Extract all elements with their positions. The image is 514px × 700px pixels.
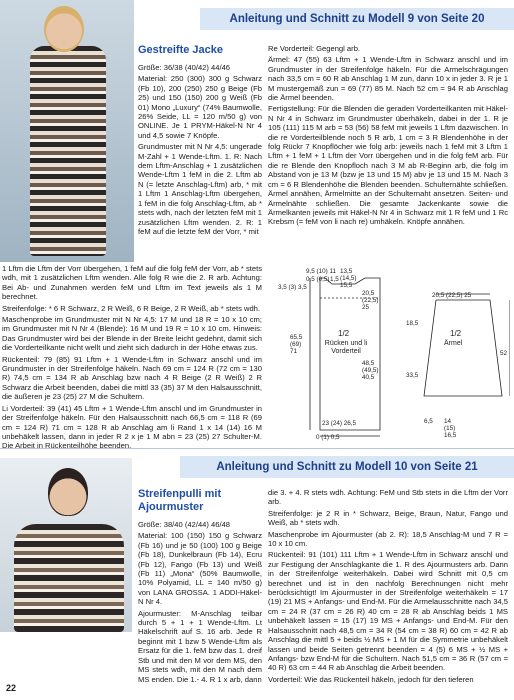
- page-number: 22: [6, 683, 17, 693]
- model10-left-col: [138, 488, 262, 686]
- model9-gauge: Maschenprobe im Grundmuster mit N Nr 4,5: 17 M und 18 R = 10 x 10 cm; im Grundmuster mit N Nr 4 (Blende): 16 M und 19 R = 10 x 10 cm. Hinweis: Das Grundmuster wird bei der Blende in der Breite leicht gedehnt, damit sich die Vorderteilkante nicht wellt und zieht sich dadurch in der Höhe etwas zus.: [2, 315, 262, 353]
- schem-label-1: 9,5 (10) 11: [306, 268, 336, 275]
- model10-size: Größe: 38/40 (42/44) 46/48: [138, 520, 231, 529]
- model10-title-1: Streifenpulli mit: [138, 488, 222, 500]
- model9-right-front: Re Vorderteil: Gegengl arb.: [268, 44, 361, 53]
- schem-label-5: 3,5 (3) 3,5: [278, 284, 307, 291]
- striped-jacket-image: [30, 46, 106, 256]
- schem-label-4: 13,5 (14,5) 15,5: [340, 268, 357, 289]
- schem-label-9: Rücken und li Vorderteil: [324, 340, 368, 355]
- model-head-image: [48, 468, 88, 516]
- model10-right-col: [268, 488, 508, 686]
- schem-label-7: 65,5 (69) 71: [290, 334, 303, 355]
- schem-label-11: 23 (24) 26,5: [322, 420, 356, 427]
- header-bar-model10: [180, 456, 514, 478]
- model10-title-2: Ajourmuster: [138, 501, 204, 513]
- model9-sleeve: Ärmel: 47 (55) 63 Lftm + 1 Wende-Lftm in Schwarz anschl und im Grundmuster in der Streifenfolge häkeln. Für die Armelschrägungen nach 33,5 cm = 60 R ab Anschlag 1 M zun, dann 10 x in jeder 3. R je 1 M mustergemäß zun = 69 (77) 85 M. Nach 52 cm = 94 R ab Anschlag die Ärmel beenden.: [268, 55, 508, 103]
- header-bar-model9: [200, 8, 514, 30]
- model9-finishing: Fertigstellung: Für die Blenden die geraden Vorderteilkanten mit Häkel-N Nr 4 in Schwarz im Grundmuster überhäkeln, dabei in der 1. R je 105 (111) 115 M arb = 53 (56) 58 feM mit jeweils 1 Lftm dazwischen. In die re Vorderteilblende noch 5 R arb, 1 cm = 3 R Blendenhöhe in der folg Rückr 7 Knopflöcher wie folg arb: jeweils nach 1 feM mit 3 Lftm 1 Lftm + 1 feM + 1 Lftm der Vorr übergehen und in die folg feM arb. Für die re Blende den Knopfloch nach 3 M ab R-Beginn arb, die folg im Abstand von je 13 M (bzw je 13 und 15 M) abv je 13 und 15 M. Nach 3 cm = 6 R Blendenhöhe die Blenden beenden. Schulternähte schließen. Ärmel annähen, Ärmelmitte an der Schulternaht ansetzen. Seiten- und Ärmelnähte schließen. Die gesamte Jackenkante sowie die Ärmelkanten jeweils mit Häkel-N Nr 4 in Schwarz mit 1 R feM und 1 Rc Krebsm (= feM von li nach re) umhäkeln. Knöpfe annähen.: [268, 104, 508, 227]
- model9-material: Material: 250 (300) 300 g Schwarz (Fb 10), 200 (250) 250 g Beige (Fb 25) und 150 (150) 200 g Weiß (Fb 01) Mono „Luxury“ (74% Baumwolle, 26% Seide, LL = 120 m/50 g) von ONLINE. Je 1 PRYM-Häkel-N Nr 4 und 4,5 sowie 7 Knöpfe.: [138, 74, 262, 140]
- schematic-drawings: [270, 270, 510, 442]
- model10-stripes: Streifenfolge: je 2 R in * Schwarz, Beige, Braun, Natur, Fango und Weiß, ab * stets wdh.: [268, 508, 508, 528]
- model9-intro-col: [138, 44, 262, 238]
- sleeve-label-6: 33,5: [406, 372, 419, 379]
- model9-photo: [0, 0, 134, 262]
- model9-back: Rückenteil: 79 (85) 91 Lftm + 1 Wende-Lftm in Schwarz anschl und im Grundmuster in der Streifenfolge häkeln. Nach 69 cm = 124 R (72 cm = 130 R) 74,5 cm = 134 R ab Anschlag bzw nach 4 R Beige (2 R Weiß) 2 R Schwarz die Arbeit beenden, dabei die mittl 33 (35) 37 M den Halsausschnitt, die äußeren je 23 (25) 27 M die Schultern.: [2, 354, 262, 402]
- model10-gauge: Maschenprobe im Ajourmuster (ab 2. R): 18,5 Anschlag-M und 7 R = 10 x 10 cm.: [268, 529, 508, 549]
- model10-photo: [0, 458, 132, 632]
- section-divider: [0, 448, 514, 449]
- model9-right-col: [268, 44, 508, 229]
- model9-title: Gestreifte Jacke: [138, 44, 223, 56]
- sleeve-label-2: 18,5: [406, 320, 419, 327]
- schem-label-6: 20,5 (22,5) 25: [362, 290, 379, 311]
- sleeve-label-4: Ärmel: [444, 340, 463, 347]
- model9-left-front: Li Vorderteil: 39 (41) 45 Lftm + 1 Wende-Lftm anschl und im Grundmuster in der Streifenfolge häkeln. Für den Halsausschnitt nach 66,5 cm = 118 R (69 cm = 124 R) 71 cm = 128 R ab Anschlag am li Rand 1 x 14 (14) 16 M unbehäkelt lassen, dann in jeder R 2 x je 1 M abn = 23 (25) 27 Schulter-M. Die Arbeit in Rückenteilhöhe beenden.: [2, 403, 262, 451]
- model9-pattern: Grundmuster mit N Nr 4,5: ungerade M-Zahl + 1 Wende-Lftm. 1. R: Nach dem Lftm-Anschlag + 1 zusätzlichen Wende-Lftm 1 feM in die 2. Lftm ab N (= letzte Anschlag-Lftm) arb, * mit 1 Lftm 1 Anschlag-Lftm übergehen, 1 feM in die folg Anschlag-Lftm, ab * stets wdh, nach der letzten feM mit 1 zusätzlichen Lftm wenden. 2. R: 1 feM auf die letzte feM der Vorr, * mit: [138, 142, 262, 236]
- model10-back: Rückenteil: 91 (101) 111 Lftm + 1 Wende-Lftm in Schwarz anschl und zur Festigung der Anschlagkante die 1. R des Ajourmusters arb. Dann in der Streifenfolge weiterhäkeln. Dabei wird Schnitt mit 0,5 cm berechnet und ist in den nachfolg Berechnungen nicht mehr berücksichtigt! Im Ajourmuster in der Streifenfolge weiterhäkeln = 17 (19) 21 MS + Anfangs- und End-M. Für die Armelausschnitte nach 34,5 cm = 24 R (37 cm = 26 R) 40 cm = 28 R ab Anschlag beids 1 MS unbehäkelt lassen = 15 (17) 19 MS + Anfangs- und End-M. Für den Halsausschnitt nach 48,5 cm = 34 R (54 cm = 38 R) 60 cm = 42 R ab Anschlag die mittl 5 + beids ½ MS + 1 M für die Symmetrie unbehäkelt lassen und beide Seiten getrennt beenden = 4 (5) 6 MS + ½ MS + Anfangs- bzw End-M für die Schultern. Nach 51,5 cm = 36 R (57 cm = 40 R) 63 cm = 44 R ab Anschlag die Arbeit beenden.: [268, 550, 508, 673]
- sleeve-label-8: 14 (15) 16,5: [444, 418, 457, 439]
- schem-label-12: 0 (1) 0,5: [316, 434, 340, 441]
- model9-body-col: [2, 264, 262, 453]
- sleeve-label-7: 6,5: [424, 418, 433, 425]
- schem-label-8: 1/2: [338, 329, 350, 338]
- header-title-model9: Anleitung und Schnitt zu Modell 9 von Seite 20: [229, 13, 485, 25]
- sleeve-label-1: 20,5 (22,5) 25: [432, 292, 472, 299]
- model10-ajour: Ajourmuster: M-Anschlag teilbar durch 5 + 1 + 1 Wende-Lftm. Lt Häkelschrift auf S. 16 arb. Jede R beginnt mit 1 bzw 5 Wende-Lftm als Ersatz für die 1. feM bzw das 1. dreif Stb und mit den M vor dem MS, den MS stets wdh, mit den M nach dem MS enden. Die 1.- 4. R 1 x arb, dann: [138, 608, 262, 684]
- sleeve-schematic: [424, 294, 510, 396]
- schem-label-2: 0,5 (0,5): [306, 276, 330, 283]
- model-head-image: [44, 6, 84, 52]
- schem-label-10: 48,5 (49,5) 40,5: [362, 360, 379, 381]
- model10-material: Material: 100 (150) 150 g Schwarz (Fb 16) und je 50 (100) 100 g Beige (Fb 18), Dunkelbraun (Fb 14), Ecru (Fb 12), Fango (Fb 13) und Weiß (Fb 11) „Mona“ (50% Baumwolle, 10% Polyamid, LL = 140 m/50 g) von LANA GROSSA. 1 ADDI-Häkel-N Nr 4.: [138, 531, 262, 607]
- sleeve-label-5: 52: [500, 350, 508, 357]
- model10-front: Vorderteil: Wie das Rückenteil häkeln, jedoch für den tieferen: [268, 674, 474, 684]
- model9-stripes: Streifenfolge: * 6 R Schwarz, 2 R Weiß, 6 R Beige, 2 R Weiß, ab * stets wdh.: [2, 303, 261, 313]
- sleeve-label-3: 1/2: [450, 329, 462, 338]
- schem-label-3: 1,5: [330, 276, 339, 283]
- model9-pattern-cont: 1 Lftm die Lftm der Vorr übergehen, 1 feM auf die folg feM der Vorr, ab * stets wdh, mit 1 zusätzlichen Lftm wenden. Alle folg R wie die 2. R arb. Achtung: Bei Ab- und Zunahmen werden feM und Lftm im Text jeweils als 1 M berechnet.: [2, 264, 262, 302]
- model9-size: Größe: 36/38 (40/42) 44/46: [138, 63, 231, 72]
- header-title-model10: Anleitung und Schnitt zu Modell 10 von Seite 21: [216, 461, 478, 473]
- striped-sweater-image: [14, 524, 124, 632]
- model10-repeat: die 3. + 4. R stets wdh. Achtung: FeM und Stb stets in die Lftm der Vorr arb.: [268, 488, 508, 507]
